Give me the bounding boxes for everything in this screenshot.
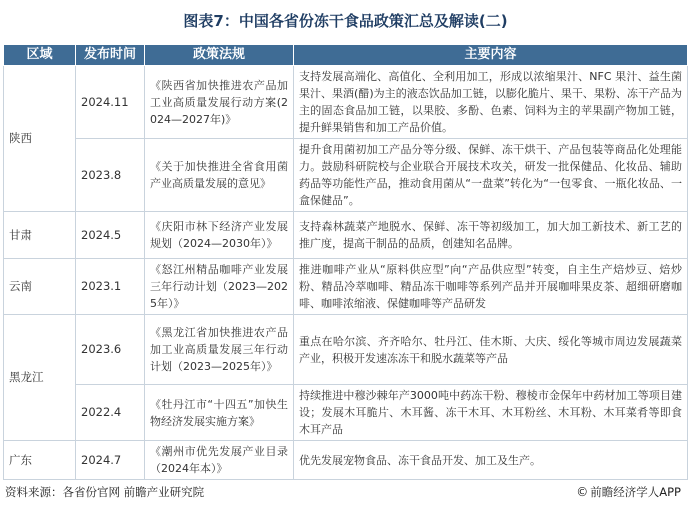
policy-text: 《怒江州精品咖啡产业发展三年行动计划（2023—2025年）》 [150,263,288,310]
policy-table [3,44,688,480]
content-cell [294,315,688,385]
region-cell: 广东 [4,441,76,480]
copyright-icon: © [576,485,589,499]
policy-cell [145,441,294,480]
table-row [4,385,688,441]
header-region: 区域 [4,45,76,66]
content-cell [294,385,688,441]
date-cell: 2023.1 [76,259,145,315]
table-row [4,441,688,480]
content-text: 持续推进中穆沙棘年产3000吨中药冻干粉、穆棱市金保年中药材加工等项目建设；发展木耳脆片、木耳酱、冻干木耳、木耳粉丝、木耳粉、木耳菜肴等即食木耳产品 [299,389,682,436]
content-text: 支持森林蔬菜产地脱水、保鲜、冻干等初级加工，加大加工新技术、新工艺的推广度，提高干制品的品质，创建知名品牌。 [299,220,682,250]
policy-text: 《庆阳市林下经济产业发展规划（2024—2030年）》 [150,220,288,250]
date-cell: 2024.5 [76,212,145,259]
content-text: 优先发展宠物食品、冻干食品开发、加工及生产。 [299,453,541,467]
header-date: 发布时间 [76,45,145,66]
table-row [4,315,688,385]
region-cell: 黑龙江 [4,315,76,441]
brand-credit [576,484,681,500]
table-row [4,212,688,259]
header-content: 主要内容 [294,45,688,66]
policy-cell [145,139,294,212]
content-cell [294,66,688,139]
date-cell: 2022.4 [76,385,145,441]
page-title: 图表7：中国各省份冻干食品政策汇总及解读(二) [183,12,508,30]
content-cell [294,139,688,212]
policy-text: 《关于加快推进全省食用菌产业高质量发展的意见》 [150,160,288,190]
table-header-row [4,45,688,66]
date-cell: 2023.6 [76,315,145,385]
policy-cell [145,212,294,259]
policy-cell [145,385,294,441]
content-text: 提升食用菌初加工产品分等分级、保鲜、冻干烘干、产品包装等商品化处理能力。鼓励科研院校与企业联合开展技术攻关，研发一批保健品、化妆品、辅助药品等功能性产品，推动食用菌从“一盘菜”转化为“一包零食、一瓶化妆品、一盒保健品”。 [299,143,682,207]
content-text: 重点在哈尔滨、齐齐哈尔、牡丹江、佳木斯、大庆、绥化等城市周边发展蔬菜产业，积极开发速冻冻干和脱水蔬菜等产品 [299,334,682,365]
date-cell: 2023.8 [76,139,145,212]
content-cell [294,212,688,259]
table-row [4,139,688,212]
policy-text: 《黑龙江省加快推进农产品加工业高质量发展三年行动计划（2023—2025年）》 [150,326,288,373]
table-row [4,66,688,139]
policy-text: 《陕西省加快推进农产品加工业高质量发展行动方案(2024—2027年)》 [150,78,288,126]
region-cell: 陕西 [4,66,76,212]
region-cell: 甘肃 [4,212,76,259]
policy-cell [145,259,294,315]
content-text: 支持发展高端化、高值化、全利用加工，形成以浓缩果汁、NFC 果汁、益生菌果汁、果酒(醋)为主的液态饮品加工链，以膨化脆片、果干、果粉、冻干产品为主的固态食品加工链，以果胶、多酚、色素、饲料为主的苹果副产物加工链，提升鲜果销售和加工产品价值。 [299,70,682,134]
policy-text: 《牡丹江市“十四五”加快生物经济发展实施方案》 [150,397,288,428]
content-cell [294,441,688,480]
date-cell: 2024.11 [76,66,145,139]
policy-text: 《潮州市优先发展产业目录（2024年本）》 [150,445,288,475]
date-cell: 2024.7 [76,441,145,480]
table-row [4,259,688,315]
region-cell: 云南 [4,259,76,315]
header-policy: 政策法规 [145,45,294,66]
brand-name: 前瞻经济学人APP [590,485,681,499]
content-text: 推进咖啡产业从“原料供应型”向“产品供应型”转变，自主生产焙炒豆、焙炒粉、精品冷萃咖啡、精品冻干咖啡等系列产品并开展咖啡果皮茶、超细研磨咖啡、咖啡浓缩液、保健咖啡等产品研发 [299,263,682,310]
source-note: 资料来源：各省份官网 前瞻产业研究院 [5,485,205,499]
content-cell [294,259,688,315]
policy-cell [145,315,294,385]
policy-cell [145,66,294,139]
